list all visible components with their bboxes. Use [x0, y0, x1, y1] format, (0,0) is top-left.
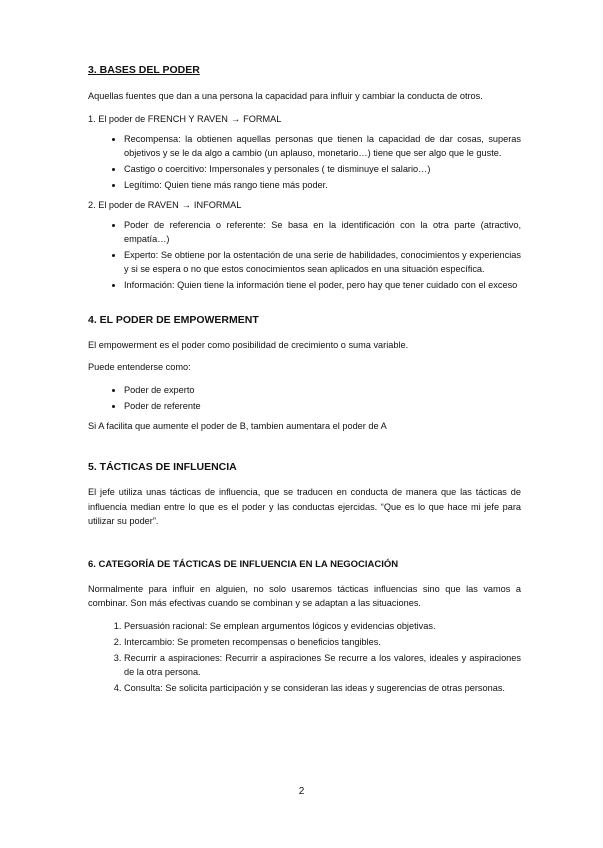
- list-item-informacion: • Información: Quien tiene la información tiene el poder, pero hay que tener cuidado con el exceso: [124, 278, 521, 292]
- list-item-legitimo: • Legítimo: Quien tiene más rango tiene más poder.: [124, 178, 521, 192]
- section-5-title: 5. TÁCTICAS DE INFLUENCIA: [88, 461, 237, 473]
- list-item-poder-referente: • Poder de referente: [124, 399, 521, 413]
- section-5-paragraph: El jefe utiliza unas tácticas de influencia, que se traducen en conducta de manera que las tácticas de influencia median entre lo que es el poder y las conductas ejercidas. “Que es lo que hace mi jefe para utilizar su poder”.: [88, 487, 521, 526]
- informal-power-list: [88, 218, 521, 292]
- list-item-aspiraciones: 3. Recurrir a aspiraciones: Recurrir a aspiraciones Se recurre a los valores, ideales y aspiraciones de la otra persona.: [124, 651, 521, 679]
- section-3-title: 3. BASES DEL PODER: [88, 64, 200, 76]
- section-6-paragraph: Normalmente para influir en alguien, no solo usaremos tácticas influencias sino que las vamos a combinar. Son más efectivas cuando se combinan y se adaptan a las situaciones.: [88, 583, 521, 608]
- section-4-paragraph-2: Puede entenderse como:: [88, 362, 191, 372]
- list-item-referente: • Poder de referencia o referente: Se basa en la identificación con la otra parte (atractivo, empatía…): [124, 218, 521, 246]
- subheading-formal-left: 1. El poder de FRENCH Y RAVEN: [88, 113, 228, 124]
- section-3-subheading-formal: [88, 112, 521, 126]
- arrow-right-icon: →: [230, 113, 241, 124]
- section-4-paragraph-1: El empowerment es el poder como posibilidad de crecimiento o suma variable.: [88, 339, 409, 350]
- page-content: [88, 64, 521, 701]
- list-item-recompensa: • Recompensa: la obtienen aquellas personas que tienen la capacidad de dar cosas, superas objetivos y se le da algo a cambio (un aplauso, monetario…) tiene que ser algo que le guste.: [124, 132, 521, 160]
- section-3-subheading-informal: [88, 198, 521, 212]
- section-3-intro: Aquellas fuentes que dan a una persona la capacidad para influir y cambiar la conducta de otros.: [88, 91, 483, 101]
- subheading-formal-right: FORMAL: [243, 113, 282, 124]
- formal-power-list: [88, 132, 521, 192]
- list-item-castigo: • Castigo o coercitivo: Impersonales y personales ( te disminuye el salario…): [124, 162, 521, 176]
- section-4-paragraph-3: Si A facilita que aumente el poder de B, tambien aumentara el poder de A: [88, 420, 387, 431]
- list-item-consulta: 4. Consulta: Se solicita participación y se consideran las ideas y sugerencias de otras personas.: [124, 681, 521, 695]
- subheading-informal-right: INFORMAL: [193, 199, 242, 210]
- list-item-experto: • Experto: Se obtiene por la ostentación de una serie de habilidades, conocimientos y experiencias y si se espera o no que estos conocimientos sean aplicados en una situación específica.: [124, 248, 521, 276]
- section-6-title: 6. CATEGORÍA DE TÁCTICAS DE INFLUENCIA EN LA NEGOCIACIÓN: [88, 558, 399, 570]
- subheading-informal-left: 2. El poder de RAVEN: [88, 199, 179, 210]
- page-number: 2: [298, 786, 305, 797]
- list-item-poder-experto: • Poder de experto: [124, 383, 521, 397]
- empowerment-list: [88, 383, 521, 413]
- section-4-title: 4. EL PODER DE EMPOWERMENT: [88, 313, 259, 326]
- influence-tactics-list: [88, 619, 521, 695]
- arrow-right-icon: →: [181, 199, 191, 210]
- list-item-persuasion: 1. Persuasión racional: Se emplean argumentos lógicos y evidencias objetivas.: [124, 619, 521, 633]
- list-item-intercambio: 2. Intercambio: Se prometen recompensas o beneficios tangibles.: [124, 635, 521, 649]
